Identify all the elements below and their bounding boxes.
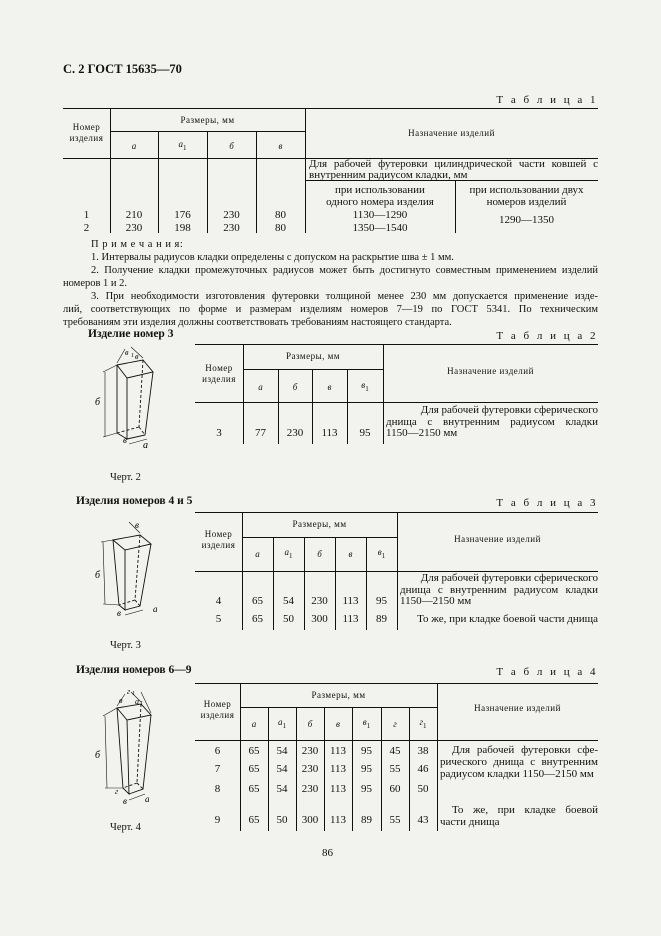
figure-4 <box>95 688 175 813</box>
table-1-sub2: при использовании двух номеров изделий <box>469 184 584 208</box>
svg-text:1: 1 <box>131 353 134 359</box>
note-1: 1. Интервалы радиусов кладки определены с допуском на раскрытие шва ± 1 мм. <box>91 252 454 263</box>
fig-label-a: а <box>153 604 158 614</box>
table-1-col-purpose: Назначение изделий <box>408 128 495 138</box>
table-4-col-purpose: Назначение изделий <box>474 703 561 713</box>
fig-label-v-bottom: в <box>123 435 127 445</box>
fig-label-a: а <box>143 440 148 451</box>
table-1-sub1: при использовании одного номера изделия <box>326 184 434 208</box>
table-2-purpose: Для рабочей футеровки сферического днища с внутренним радиусом кладки 1150—2150 мм <box>386 404 598 439</box>
col-v: в <box>278 141 283 151</box>
table-1-two: 1290—1350 <box>499 214 554 226</box>
note-3: 3. При необходимости изготовления футеровки толщиной менее 230 мм допускается применение изде- <box>91 291 598 302</box>
fig-label-b: б <box>95 397 101 408</box>
table-1-col-num: Номер изделия <box>69 122 104 143</box>
table-3-col-num: Номер изделия <box>201 529 236 550</box>
note-2: 2. Получение кладки промежуточных радиусов может быть достигнуто совместным применением изделий <box>91 265 598 276</box>
fig-label-g: г <box>127 687 131 696</box>
fig-label-g-bottom: г <box>115 787 119 796</box>
table-4-caption: Т а б л и ц а 4 <box>496 666 598 678</box>
figure-2 <box>95 345 175 455</box>
block-3-title: Изделия номеров 4 и 5 <box>76 495 193 507</box>
table-3-col-purpose: Назначение изделий <box>454 534 541 544</box>
fig-label-v1: в <box>125 348 129 357</box>
table-1-purpose-line2: внутренним радиусом кладки, мм <box>309 169 468 181</box>
note-3-cont2: требованиям эти изделия должны соответствовать требованиям настоящего стандарта. <box>63 317 452 328</box>
table-1-col-sizes: Размеры, мм <box>180 115 235 125</box>
table-4-col-num: Номер изделия <box>200 699 235 720</box>
svg-text:1: 1 <box>132 691 135 697</box>
fig-label-v: в <box>135 352 139 361</box>
table-2-col-purpose: Назначение изделий <box>447 366 534 376</box>
block-2-title: Изделие номер 3 <box>88 328 174 340</box>
note-2-cont: номеров 1 и 2. <box>63 278 128 289</box>
table-3-purpose-2: То же, при кладке боевой части днища <box>417 613 598 625</box>
notes-title: П р и м е ч а н и я: <box>91 239 184 250</box>
block-4-title: Изделия номеров 6—9 <box>76 664 192 676</box>
fig-label-v: в <box>135 520 139 530</box>
table-2-col-num: Номер изделия <box>202 363 236 384</box>
notes <box>63 238 598 329</box>
fig-caption-4: Черт. 4 <box>110 822 141 833</box>
fig-label-a: а <box>145 794 150 804</box>
table-4-purpose: Для рабочей футеровки сфе- рического днища с внутренним радиусом кладки 1150—2150 мм <box>440 744 598 780</box>
fig-label-v-bottom: в <box>117 608 121 618</box>
table-3-col-sizes: Размеры, мм <box>292 519 347 529</box>
svg-text:1: 1 <box>140 701 143 707</box>
table-1-caption: Т а б л и ц а 1 <box>496 94 598 106</box>
fig-caption-3: Черт. 3 <box>110 640 141 651</box>
fig-label-b: б <box>95 750 101 761</box>
note-3-cont: лий, соответствующих по форме и размерам изделиям номеров 7—19 по ГОСТ 5341. По техническим <box>63 304 598 315</box>
table-1-purpose: Для рабочей футеровки цилиндрической части ковшей с <box>309 158 598 170</box>
fig-label-b: б <box>95 570 101 581</box>
fig-label-a1: а <box>135 697 139 706</box>
col-a1: $а_1$ <box>178 139 187 152</box>
table-3-purpose: Для рабочей футеровки сферического днища с внутренним радиусом кладки 1150—2150 мм <box>400 572 598 607</box>
figure-3 <box>95 520 175 620</box>
col-b: б <box>229 141 234 151</box>
table-2-col-sizes: Размеры, мм <box>285 351 341 361</box>
table-2-caption: Т а б л и ц а 2 <box>496 330 598 342</box>
table-4-purpose-2: То же, при кладке боевой части днища <box>440 804 598 828</box>
table-3-caption: Т а б л и ц а 3 <box>496 497 598 509</box>
fig-label-v1: в <box>119 696 123 705</box>
fig-label-v-bottom: в <box>123 796 127 806</box>
table-4-col-sizes: Размеры, мм <box>311 690 366 700</box>
fig-caption-2: Черт. 2 <box>110 472 141 483</box>
page-number: 86 <box>322 847 333 859</box>
page-header: С. 2 ГОСТ 15635—70 <box>63 62 182 76</box>
col-a: а <box>131 141 137 151</box>
